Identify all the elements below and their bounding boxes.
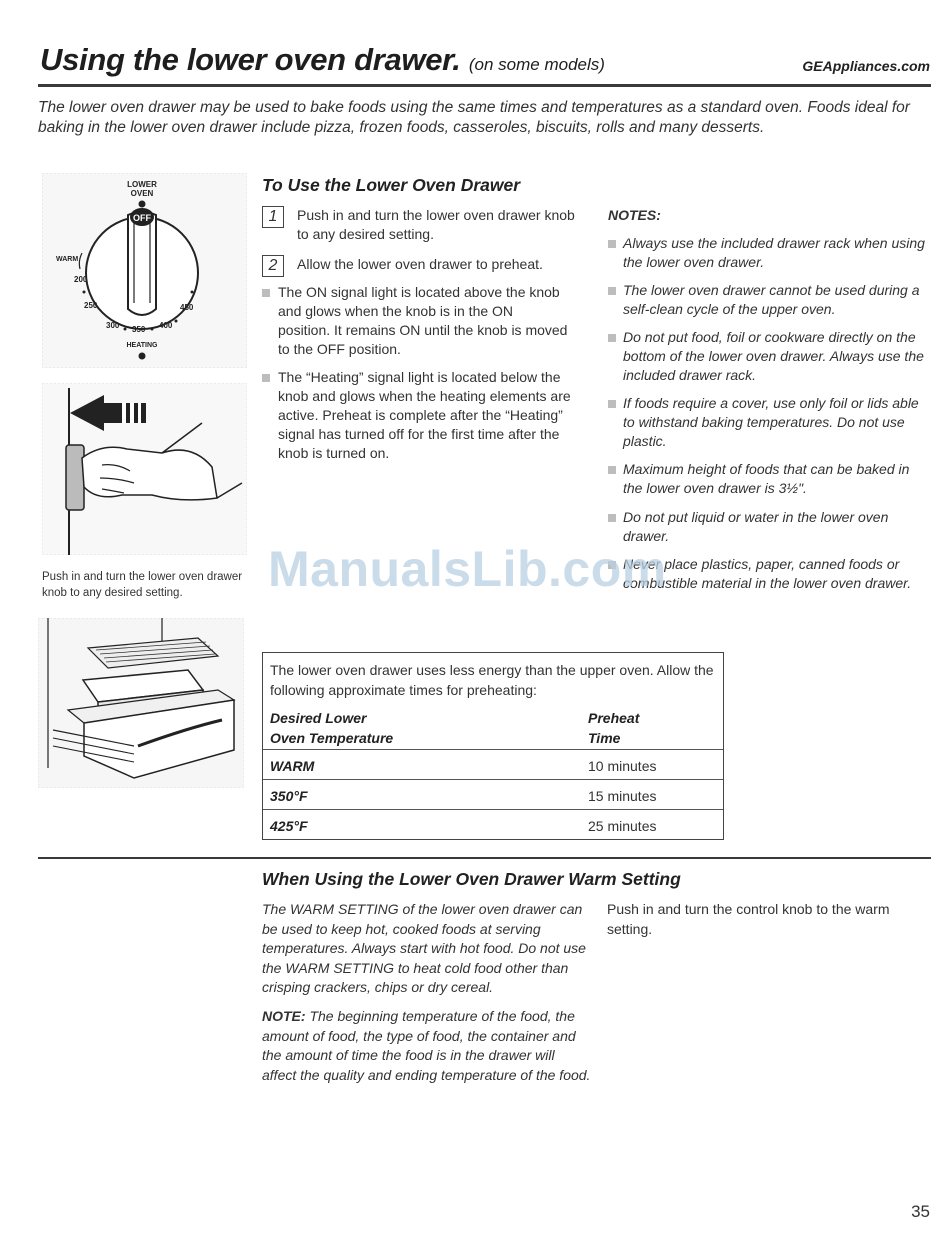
notes-heading: NOTES: (608, 207, 661, 223)
note-item (608, 281, 928, 321)
note-item (608, 460, 928, 500)
warm-heading: When Using the Lower Oven Drawer Warm Setting (262, 869, 681, 889)
note-text: Always use the included drawer rack when using the lower oven drawer. (623, 235, 925, 270)
hand-push-illustration (42, 383, 247, 555)
bullet-marker (608, 287, 616, 295)
table-divider (263, 809, 723, 810)
page-subtitle: (on some models) (468, 55, 605, 74)
warm-note-text: The beginning temperature of the food, the amount of food, the type of food, the container and the amount of time the food is in the drawer will affect the quality and ending temperature of the food. (262, 1008, 591, 1083)
row-temperature: WARM (270, 758, 315, 774)
warm-body: The WARM SETTING of the lower oven drawer can be used to keep hot, cooked foods at serving temperatures. Always start with hot food. Do not use the WARM SETTING to heat cold food other than crisping crackers, chips or dry cereal. (262, 901, 586, 995)
col-header-temperature (270, 708, 393, 748)
watermark: ManualsLib.com (268, 541, 667, 597)
bullet-text: The “Heating” signal light is located below the knob and glows when the heating elements are active. Preheat is complete after the “Heating” signal has turned off for the first time after the knob is turned on. (278, 369, 571, 461)
knob-illustration (42, 173, 247, 368)
note-text: The lower oven drawer cannot be used during a self-clean cycle of the upper oven. (623, 282, 920, 317)
warm-instruction: Push in and turn the control knob to the warm setting. (607, 901, 890, 937)
bullet-text: The ON signal light is located above the knob and glows when the knob is in the ON position. It remains ON until the knob is moved to the OFF position. (278, 284, 568, 357)
intro-paragraph: The lower oven drawer may be used to bake foods using the same times and temperatures as a standard oven. Foods ideal for baking in the lower oven drawer include pizza, frozen foods, casseroles, biscuits, rolls and many desserts. (38, 99, 910, 136)
knob-label-450: 450 (180, 303, 194, 312)
use-bullet-heating-light (262, 368, 582, 468)
row-time: 15 minutes (588, 788, 657, 804)
use-heading: To Use the Lower Oven Drawer (262, 175, 521, 195)
knob-label-350: 350 (132, 325, 146, 334)
note-item (608, 328, 928, 388)
bullet-marker (608, 334, 616, 342)
note-text: If foods require a cover, use only foil or lids able to withstand baking temperatures. Do not use plastic. (623, 395, 919, 449)
knob-label-heating: HEATING (126, 342, 158, 349)
knob-label-warm: WARM (56, 256, 79, 263)
note-item (608, 234, 928, 274)
preheat-table (262, 652, 724, 840)
col-header-time-line1: Preheat (588, 710, 640, 726)
page-title-text: Using the lower oven drawer. (40, 42, 461, 77)
warm-note (262, 1007, 592, 1085)
bullet-marker (262, 374, 270, 382)
step-number: 2 (262, 255, 284, 277)
use-step-2 (262, 255, 582, 277)
knob-label-off: OFF (133, 213, 151, 223)
table-divider (263, 779, 723, 780)
knob-label-200: 200 (74, 275, 88, 284)
step-number: 1 (262, 206, 284, 228)
col-header-time-line2: Time (588, 730, 621, 746)
note-item (608, 394, 928, 454)
table-divider (263, 749, 723, 750)
website-link[interactable]: GEAppliances.com (802, 58, 930, 74)
note-text: Never place plastics, paper, canned foods or combustible material in the lower oven drawer. (623, 556, 912, 591)
drawer-rack-illustration (38, 618, 244, 788)
note-text: Do not put liquid or water in the lower oven drawer. (623, 509, 889, 544)
step-text: Allow the lower oven drawer to preheat. (297, 256, 543, 272)
col-header-temperature-line1: Desired Lower (270, 710, 367, 726)
row-temperature: 425°F (270, 818, 308, 834)
knob-caption: Push in and turn the lower oven drawer knob to any desired setting. (42, 571, 243, 599)
row-time: 10 minutes (588, 758, 657, 774)
use-step-1 (262, 206, 582, 246)
preheat-intro: The lower oven drawer uses less energy than the upper oven. Allow the following approximate times for preheating: (270, 662, 714, 698)
warm-note-label: NOTE: (262, 1008, 306, 1024)
col-header-temperature-line2: Oven Temperature (270, 730, 394, 746)
section-divider (38, 857, 931, 859)
bullet-marker (262, 289, 270, 297)
knob-label-300: 300 (106, 321, 120, 330)
note-text: Do not put food, foil or cookware directly on the bottom of the lower oven drawer. Always use the included drawer rack. (623, 329, 924, 383)
row-temperature: 350°F (270, 788, 308, 804)
bullet-marker (608, 514, 616, 522)
use-bullet-on-light (262, 283, 582, 363)
page-title (40, 42, 605, 78)
knob-label-250: 250 (84, 301, 98, 310)
bullet-marker (608, 400, 616, 408)
row-time: 25 minutes (588, 818, 657, 834)
bullet-marker (608, 240, 616, 248)
knob-label-oven: OVEN (130, 189, 154, 198)
step-text: Push in and turn the lower oven drawer knob to any desired setting. (297, 207, 575, 242)
knob-label-400: 400 (159, 321, 173, 330)
header-divider (38, 84, 931, 87)
note-text: Maximum height of foods that can be baked in the lower oven drawer is 3½". (623, 461, 910, 496)
knob-label-lower: LOWER (127, 180, 157, 189)
col-header-time (588, 708, 639, 748)
page-number: 35 (911, 1202, 930, 1221)
bullet-marker (608, 466, 616, 474)
